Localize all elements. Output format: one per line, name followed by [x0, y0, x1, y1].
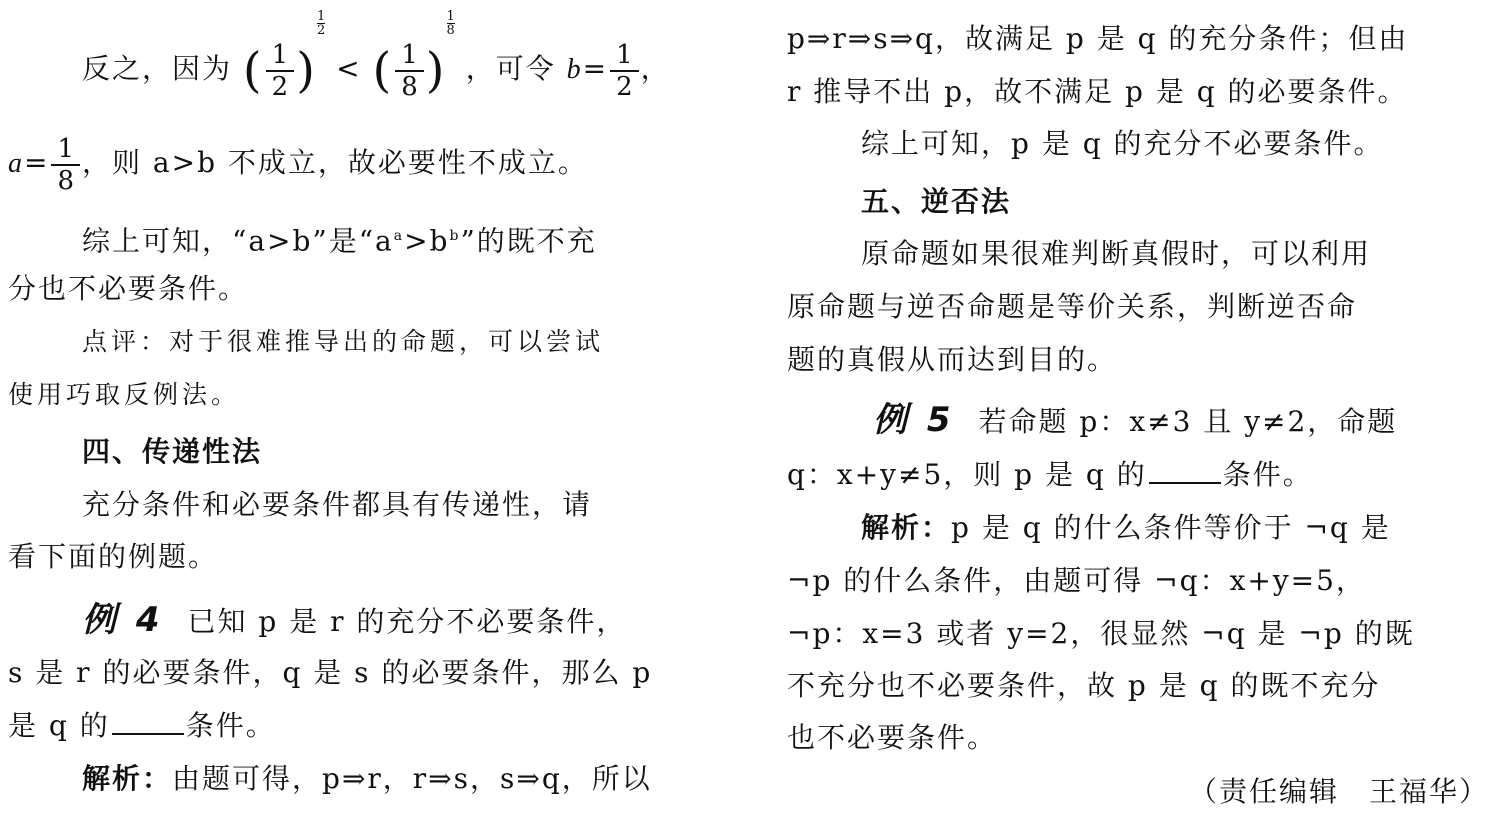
text: ，可令 — [465, 52, 567, 85]
example-5-label: 例 5 — [873, 400, 955, 440]
text-line: ¬p 的什么条件，由题可得 ¬q：x+y=5， — [787, 564, 1366, 597]
less-than: < — [336, 52, 362, 85]
var: b — [566, 54, 583, 85]
text: 反之，因为 — [82, 52, 233, 85]
text-line: r 推导不出 p，故不满足 p 是 q 的必要条件。 — [787, 75, 1408, 108]
fraction: $\frac{1}{2}$ — [266, 40, 295, 102]
text-line: 题的真假从而达到目的。 — [787, 343, 1118, 376]
text-line: s 是 r 的必要条件，q 是 s 的必要条件，那么 p — [8, 656, 653, 689]
exponent: $\frac{1}{8}$ — [446, 9, 455, 38]
math-line-1 — [8, 9, 713, 114]
text: = — [24, 146, 50, 179]
text-line: 看下面的例题。 — [8, 540, 219, 573]
exponent: $\frac{1}{2}$ — [316, 9, 326, 38]
text: ，则 a>b 不成立，故必要性不成立。 — [82, 146, 588, 179]
fraction: $\frac{1}{8}$ — [51, 134, 80, 196]
section-heading-4: 四、传递性法 — [82, 435, 263, 468]
paren: ( — [372, 42, 394, 99]
paren: ( — [242, 42, 264, 99]
text: ， — [640, 52, 671, 85]
analysis-label: 解析： — [861, 511, 952, 544]
text-line: 不充分也不必要条件，故 p 是 q 的既不充分 — [787, 669, 1381, 702]
text: = — [582, 52, 609, 85]
section-heading-5: 五、逆否法 — [861, 185, 1012, 218]
text-line: 原命题与逆否命题是等价关系，判断逆否命 — [787, 290, 1358, 323]
text-line: 充分条件和必要条件都具有传递性，请 — [82, 488, 593, 521]
answer-blank — [112, 707, 184, 735]
text-line: 分也不必要条件。 — [8, 272, 249, 305]
example-5-line: 例 5 若命题 p：x≠3 且 y≠2，命题 — [873, 400, 1398, 440]
editor-credit: （责任编辑 王福华） — [1188, 775, 1489, 808]
comment-line: 点评：对于很难推导出的命题，可以尝试 — [82, 327, 605, 356]
example-4-line: 例 4 已知 p 是 r 的充分不必要条件， — [82, 600, 627, 640]
text-line: 综上可知，p 是 q 的充分不必要条件。 — [861, 127, 1384, 160]
text-line: 也不必要条件。 — [787, 721, 998, 754]
comment-line: 使用巧取反例法。 — [8, 380, 241, 409]
text-line: ¬p：x=3 或者 y=2，很显然 ¬q 是 ¬p 的既 — [787, 617, 1415, 650]
analysis-line: 解析：由题可得，p⇒r，r⇒s，s⇒q，所以 — [82, 762, 652, 795]
text-line: 综上可知，“a>b”是“$a^a>b^b$”的既不充 — [82, 224, 597, 258]
text-line: 是 q 的 条件。 — [8, 709, 276, 742]
math-line-2 — [8, 118, 713, 208]
analysis-line: 解析：p 是 q 的什么条件等价于 ¬q 是 — [861, 511, 1391, 544]
text-line: q：x+y≠5，则 p 是 q 的 条件。 — [787, 458, 1313, 491]
text-line: p⇒r⇒s⇒q，故满足 p 是 q 的充分条件；但由 — [787, 22, 1409, 55]
analysis-label: 解析： — [82, 762, 173, 795]
answer-blank — [1149, 456, 1221, 484]
fraction: $\frac{1}{8}$ — [395, 40, 424, 102]
fraction: $\frac{1}{2}$ — [610, 40, 639, 102]
var: a — [8, 148, 24, 179]
paren: ) — [296, 42, 317, 99]
paren: ) — [425, 42, 447, 99]
example-4-label: 例 4 — [82, 600, 164, 640]
text-line: 原命题如果很难判断真假时，可以利用 — [861, 237, 1372, 270]
